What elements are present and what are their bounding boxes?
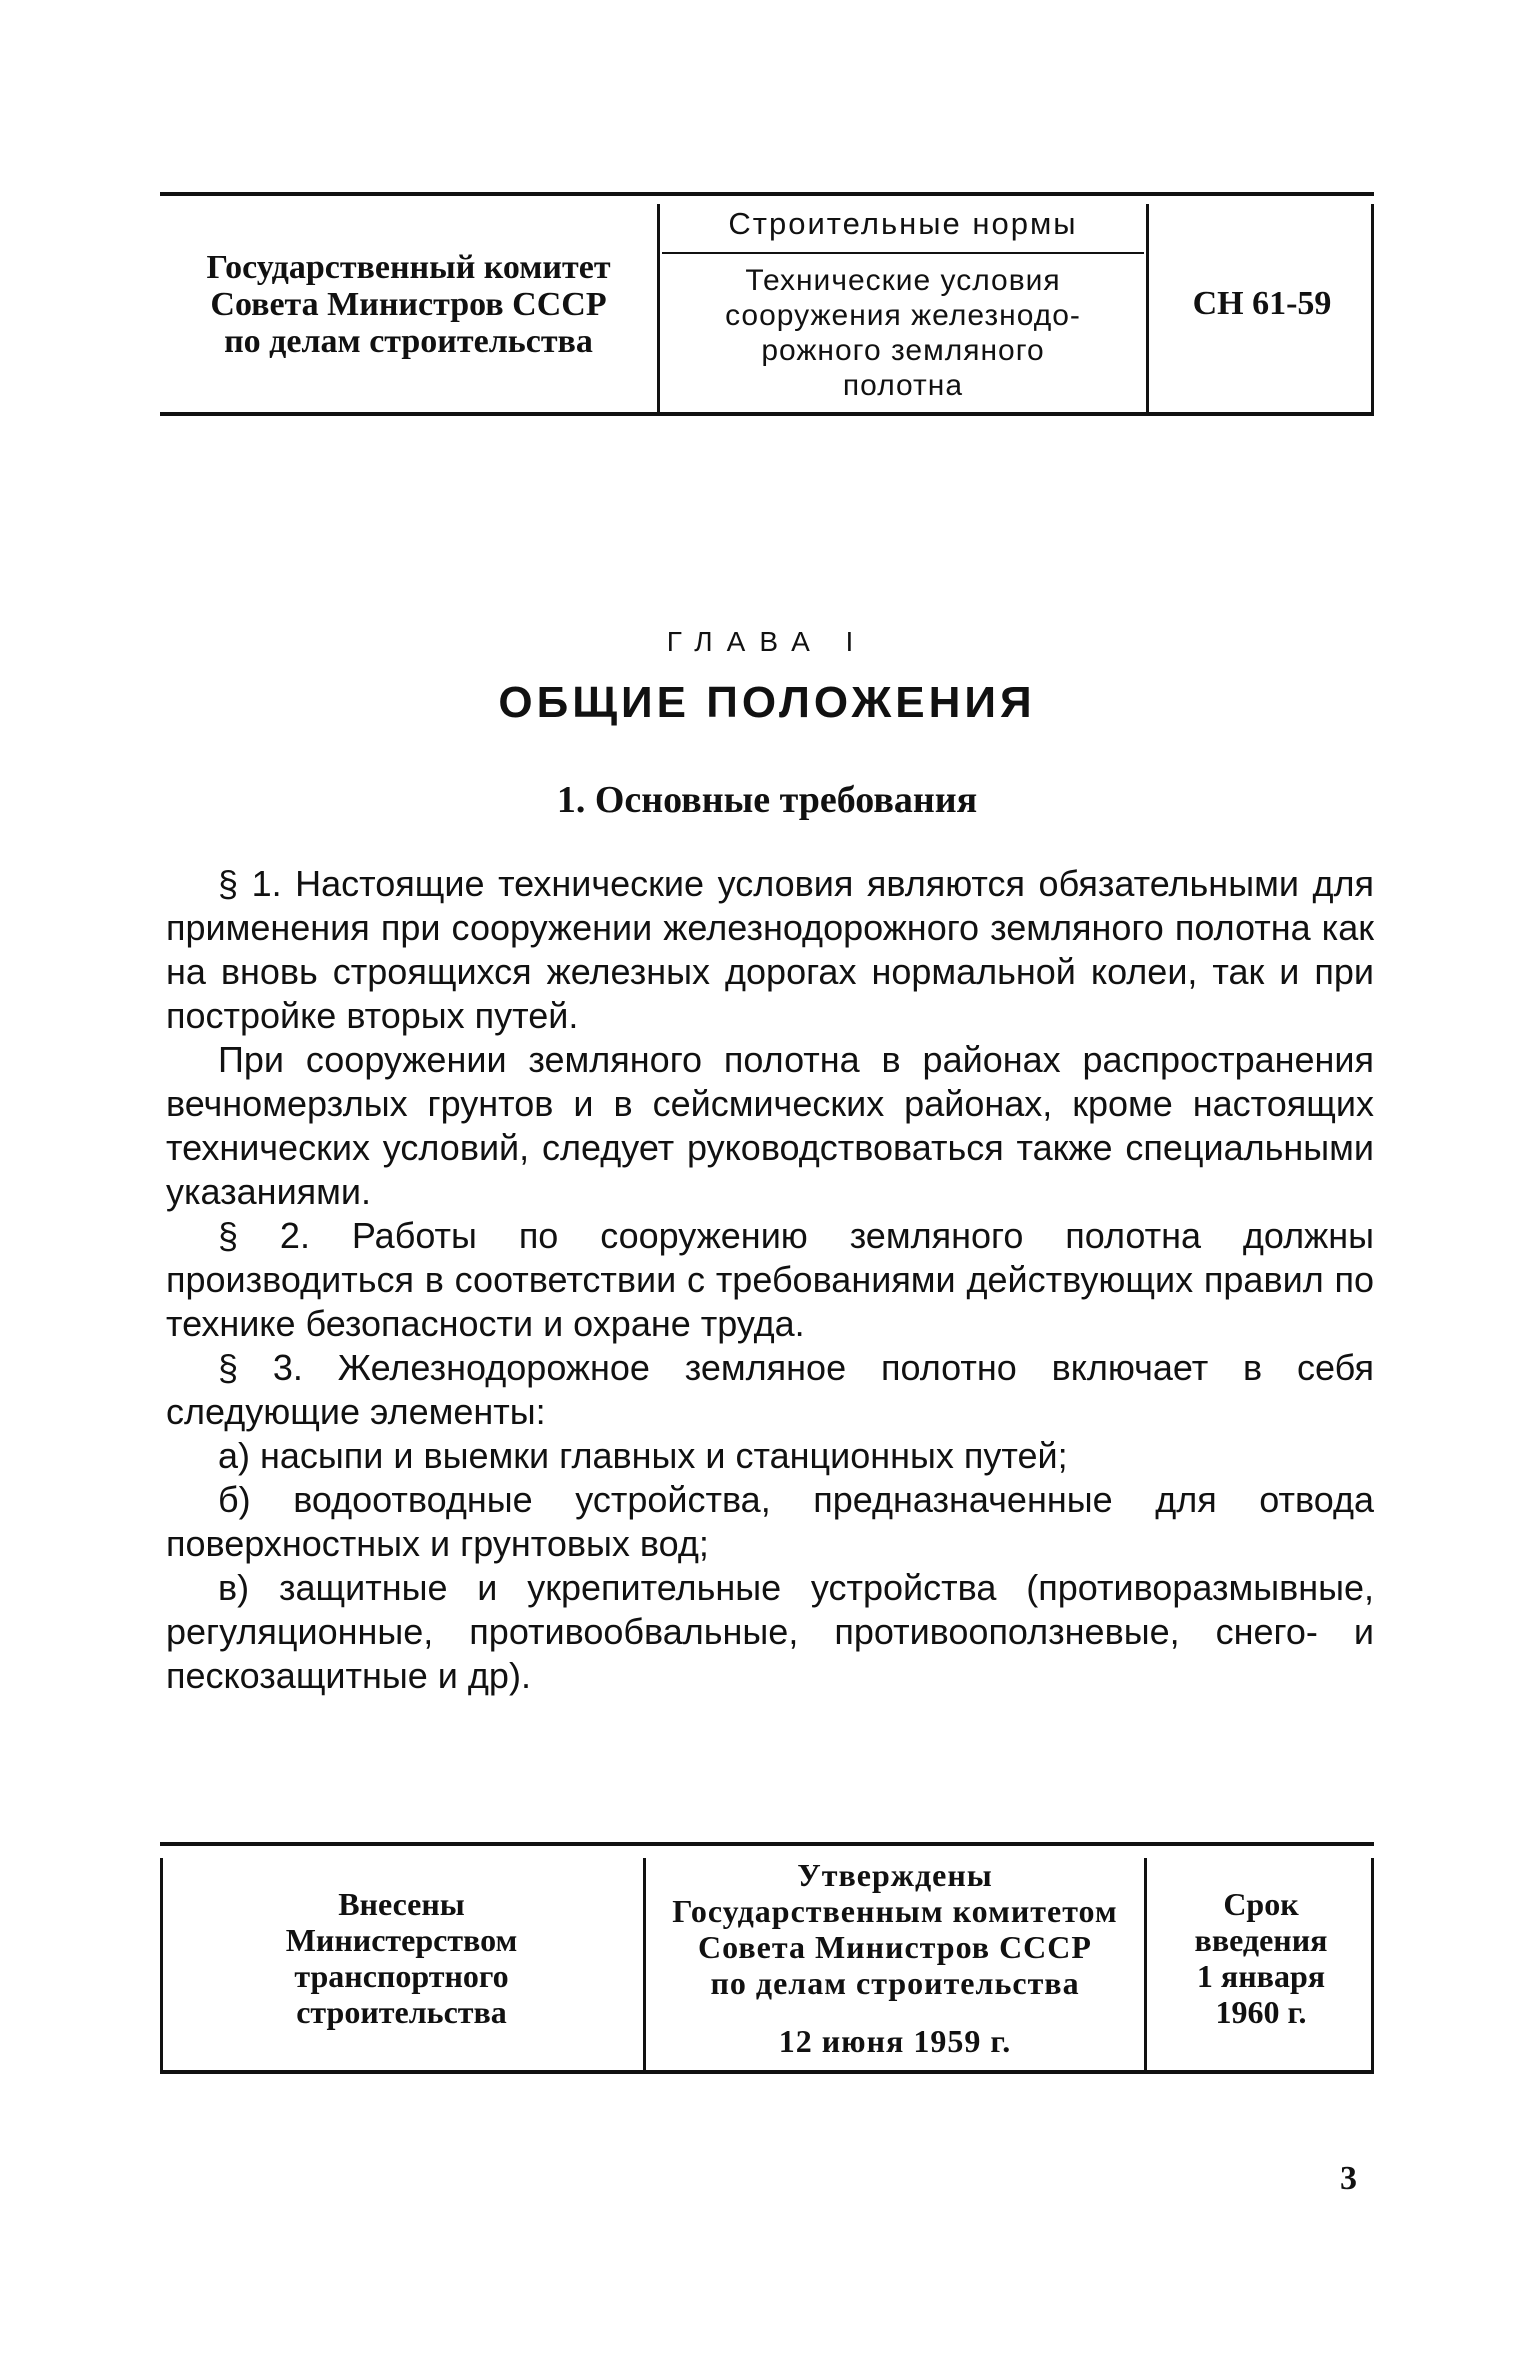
submitted-line: строительства: [296, 1994, 507, 2030]
document-category: Строительные нормы: [728, 206, 1078, 241]
approved-line: по делам строительства: [710, 1965, 1080, 2001]
document-title-cell: [660, 196, 1146, 412]
header-table: [160, 192, 1374, 416]
section-heading: 1. Основные требования: [556, 779, 978, 821]
issuer-cell: [160, 196, 657, 412]
submitted-line: Министерством: [285, 1922, 518, 1958]
approved-line: Совета Министров СССР: [698, 1929, 1092, 1965]
chapter-title: ОБЩИЕ ПОЛОЖЕНИЯ: [498, 678, 1036, 727]
approval-date: 12 июня 1959 г.: [778, 2023, 1012, 2059]
footer-table: [160, 1842, 1374, 2074]
paragraph: § 1. Настоящие технические условия являются обязательными для применения при сооружении железнодорожного земляного полотна как на вновь строящихся железных дорогах нормальной колеи, так и при постройке вторых путей.: [166, 863, 1374, 1036]
issuer-line: Государственный комитет: [206, 248, 611, 286]
approved-line: Государственным комитетом: [672, 1893, 1118, 1929]
effective-line: 1 января: [1196, 1958, 1326, 1994]
column-divider: [1144, 1858, 1147, 2070]
title-line: рожного земляного: [761, 334, 1045, 367]
document-code: СН 61-59: [1192, 285, 1332, 322]
title-line: полотна: [842, 369, 964, 402]
approved-line: Утверждены: [797, 1857, 993, 1893]
column-divider: [1371, 1858, 1374, 2070]
issuer-line: Совета Министров СССР: [210, 285, 607, 323]
column-divider: [1371, 204, 1374, 412]
title-line: Технические условия: [745, 264, 1061, 297]
document-title: [660, 254, 1146, 412]
submitted-line: транспортного: [294, 1958, 509, 1994]
body-text: [166, 862, 1374, 1698]
title-line: сооружения железнодо-: [725, 299, 1081, 332]
list-item: а) насыпи и выемки главных и станционных путей;: [218, 1435, 1068, 1476]
issuer-line: по делам строительства: [224, 322, 593, 360]
submitted-line: Внесены: [338, 1886, 465, 1922]
list-item: б) водоотводные устройства, предназначенные для отвода поверхностных и грунтовых вод;: [166, 1479, 1374, 1564]
chapter-label: ГЛАВА I: [666, 626, 868, 657]
effective-line: Срок: [1223, 1886, 1299, 1922]
page-number: 3: [1340, 2160, 1357, 2197]
effective-date-cell: [1148, 1846, 1374, 2070]
list-item: в) защитные и укрепительные устройства (противоразмывные, регуляционные, противообвальные, противооползневые, снего- и пескозащитные и др).: [166, 1567, 1374, 1696]
approved-by-cell: [646, 1846, 1144, 2070]
submitted-by-cell: [160, 1846, 643, 2070]
effective-line: 1960 г.: [1215, 1994, 1307, 2030]
paragraph: При сооружении земляного полотна в районах распространения вечномерзлых грунтов и в сейсмических районах, кроме настоящих технических условий, следует руководствоваться также специальными указаниями.: [166, 1039, 1374, 1212]
paragraph: § 2. Работы по сооружению земляного полотна должны производиться в соответствии с требованиями действующих правил по технике безопасности и охране труда.: [166, 1215, 1374, 1344]
effective-line: введения: [1194, 1922, 1328, 1958]
paragraph: § 3. Железнодорожное земляное полотно включает в себя следующие элементы:: [166, 1347, 1374, 1432]
column-divider: [1146, 204, 1149, 412]
